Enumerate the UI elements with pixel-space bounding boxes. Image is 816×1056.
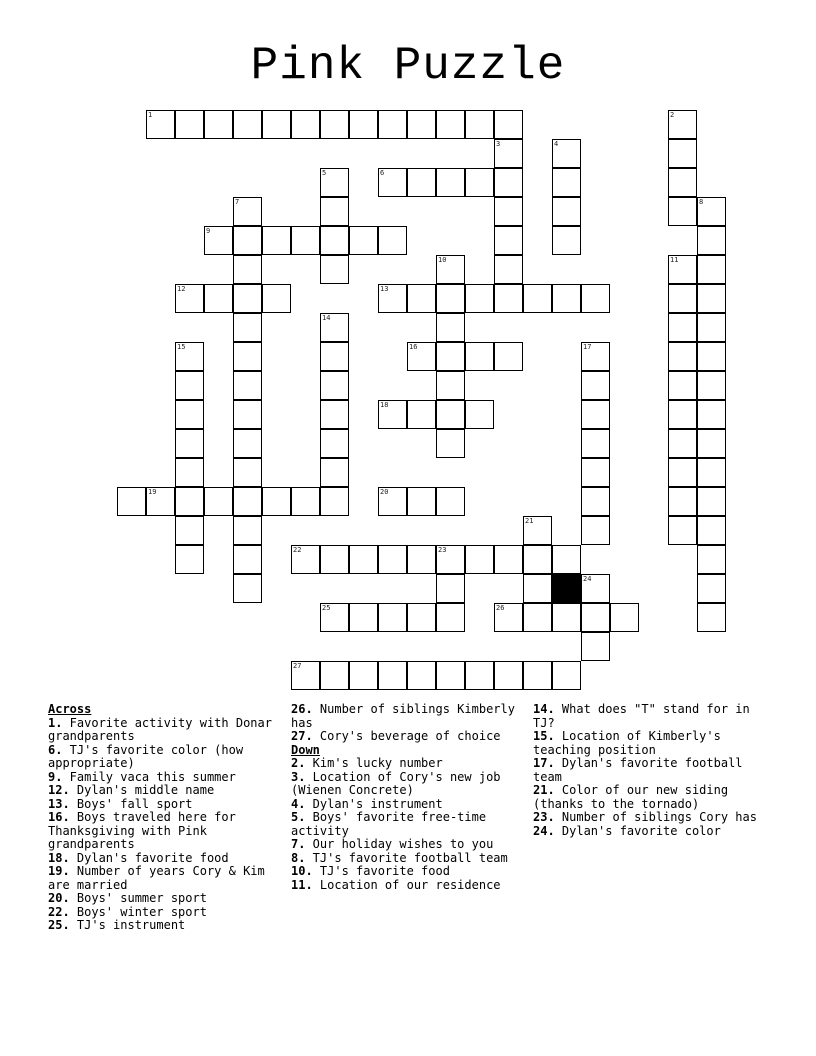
- grid-cell[interactable]: [494, 168, 523, 197]
- clue-number: 25: [322, 604, 331, 612]
- clue: [291, 771, 527, 798]
- clue-text: Boys traveled here for Thanksgiving with Pink grandparents: [48, 810, 236, 851]
- clue-number-label: 7.: [291, 837, 306, 851]
- grid-cell[interactable]: [320, 342, 349, 371]
- grid-cell[interactable]: [465, 110, 494, 139]
- grid-cell[interactable]: [697, 371, 726, 400]
- grid-cell[interactable]: [233, 429, 262, 458]
- grid-cell[interactable]: [349, 110, 378, 139]
- grid-cell[interactable]: [320, 487, 349, 516]
- grid-cell[interactable]: [175, 429, 204, 458]
- grid-cell[interactable]: [494, 139, 523, 168]
- grid-cell[interactable]: [697, 313, 726, 342]
- clue-number: 24: [583, 575, 592, 583]
- grid-cell[interactable]: [494, 226, 523, 255]
- clue-number-label: 17.: [533, 756, 555, 770]
- grid-cell[interactable]: [320, 110, 349, 139]
- grid-cell[interactable]: [552, 284, 581, 313]
- grid-cell[interactable]: [436, 545, 465, 574]
- grid-cell[interactable]: [697, 226, 726, 255]
- grid-cell[interactable]: [581, 371, 610, 400]
- clue-number-label: 16.: [48, 810, 70, 824]
- grid-cell[interactable]: [494, 661, 523, 690]
- grid-cell[interactable]: [175, 458, 204, 487]
- grid-cell[interactable]: [436, 255, 465, 284]
- clue-number-label: 12.: [48, 783, 70, 797]
- grid-cell[interactable]: [494, 197, 523, 226]
- clue-column-2: [291, 703, 527, 892]
- clue-number: 14: [322, 314, 331, 322]
- grid-cell[interactable]: [175, 342, 204, 371]
- grid-cell[interactable]: [610, 603, 639, 632]
- clue-number-label: 18.: [48, 850, 70, 865]
- grid-cell[interactable]: [436, 342, 465, 371]
- grid-cell[interactable]: [697, 545, 726, 574]
- grid-cell[interactable]: [407, 545, 436, 574]
- grid-cell[interactable]: [581, 574, 610, 603]
- grid-cell[interactable]: [320, 603, 349, 632]
- grid-cell[interactable]: [175, 545, 204, 574]
- grid-cell[interactable]: [378, 400, 407, 429]
- grid-cell[interactable]: [668, 168, 697, 197]
- grid-cell[interactable]: [697, 284, 726, 313]
- grid-cell[interactable]: [204, 284, 233, 313]
- black-square: [552, 574, 581, 603]
- clue: [48, 919, 284, 933]
- grid-cell[interactable]: [523, 661, 552, 690]
- clue-text: Location of Cory's new job (Wienen Concrete): [291, 769, 501, 797]
- grid-cell[interactable]: [146, 110, 175, 139]
- grid-cell[interactable]: [523, 516, 552, 545]
- clue-number: 12: [177, 285, 186, 293]
- grid-cell[interactable]: [233, 487, 262, 516]
- clue: [291, 811, 527, 838]
- grid-cell[interactable]: [668, 371, 697, 400]
- grid-cell[interactable]: [349, 226, 378, 255]
- grid-cell[interactable]: [581, 632, 610, 661]
- grid-cell[interactable]: [291, 545, 320, 574]
- grid-cell[interactable]: [668, 516, 697, 545]
- grid-cell[interactable]: [320, 226, 349, 255]
- grid-cell[interactable]: [320, 458, 349, 487]
- grid-cell[interactable]: [436, 574, 465, 603]
- grid-cell[interactable]: [320, 168, 349, 197]
- clue-text: Location of our residence: [312, 877, 501, 892]
- grid-cell[interactable]: [233, 313, 262, 342]
- grid-cell[interactable]: [175, 371, 204, 400]
- clue-number-label: 3.: [291, 769, 306, 784]
- clue-number-label: 27.: [291, 729, 313, 743]
- clue-number: 23: [438, 546, 447, 554]
- clue-text: TJ's favorite food: [312, 864, 450, 878]
- grid-cell[interactable]: [378, 226, 407, 255]
- grid-cell[interactable]: [494, 342, 523, 371]
- clue: [48, 892, 284, 906]
- grid-cell[interactable]: [668, 458, 697, 487]
- clue-number-label: 6.: [48, 742, 63, 757]
- grid-cell[interactable]: [233, 226, 262, 255]
- grid-cell[interactable]: [552, 545, 581, 574]
- clue-number: 19: [148, 488, 157, 496]
- grid-cell[interactable]: [581, 516, 610, 545]
- section-heading: Across: [48, 702, 92, 716]
- grid-cell[interactable]: [494, 603, 523, 632]
- grid-cell[interactable]: [233, 545, 262, 574]
- grid-cell[interactable]: [320, 661, 349, 690]
- clue-number: 9: [206, 227, 211, 235]
- clue-text: Dylan's favorite football team: [533, 756, 743, 784]
- grid-cell[interactable]: [552, 661, 581, 690]
- clue-number: 6: [380, 169, 385, 177]
- clue-number: 10: [438, 256, 447, 264]
- grid-cell[interactable]: [233, 342, 262, 371]
- clue-number-label: 5.: [291, 810, 306, 824]
- grid-cell[interactable]: [378, 284, 407, 313]
- grid-cell[interactable]: [320, 545, 349, 574]
- clue: [48, 906, 284, 920]
- grid-cell[interactable]: [668, 110, 697, 139]
- grid-cell[interactable]: [378, 168, 407, 197]
- clue: [48, 744, 284, 771]
- clue-number-label: 14.: [533, 702, 555, 716]
- clue-number: 18: [380, 401, 389, 409]
- clue-text: Number of years Cory & Kim are married: [48, 864, 265, 892]
- grid-cell[interactable]: [378, 661, 407, 690]
- grid-cell[interactable]: [233, 574, 262, 603]
- grid-cell[interactable]: [233, 255, 262, 284]
- grid-cell[interactable]: [262, 110, 291, 139]
- grid-cell[interactable]: [697, 458, 726, 487]
- grid-cell[interactable]: [407, 110, 436, 139]
- grid-cell[interactable]: [668, 342, 697, 371]
- clue: [291, 798, 527, 812]
- clue-number: 21: [525, 517, 534, 525]
- grid-cell[interactable]: [291, 487, 320, 516]
- clue-number: 3: [496, 140, 501, 148]
- clue: [291, 852, 527, 866]
- grid-cell[interactable]: [668, 429, 697, 458]
- grid-cell[interactable]: [552, 603, 581, 632]
- clue: [291, 757, 527, 771]
- grid-cell[interactable]: [581, 400, 610, 429]
- grid-cell[interactable]: [378, 603, 407, 632]
- grid-cell[interactable]: [262, 226, 291, 255]
- clue: [533, 703, 769, 730]
- clue-number-label: 22.: [48, 904, 70, 919]
- clue-text: TJ's favorite color (how appropriate): [48, 742, 244, 770]
- grid-cell[interactable]: [407, 284, 436, 313]
- clue-number-label: 4.: [291, 796, 306, 811]
- grid-cell[interactable]: [204, 226, 233, 255]
- grid-cell[interactable]: [494, 284, 523, 313]
- grid-cell[interactable]: [523, 545, 552, 574]
- grid-cell[interactable]: [204, 487, 233, 516]
- grid-cell[interactable]: [233, 110, 262, 139]
- grid-cell[interactable]: [436, 429, 465, 458]
- grid-cell[interactable]: [407, 168, 436, 197]
- grid-cell[interactable]: [320, 371, 349, 400]
- grid-cell[interactable]: [436, 110, 465, 139]
- clue: [48, 811, 284, 852]
- grid-cell[interactable]: [436, 603, 465, 632]
- clue-number: 13: [380, 285, 389, 293]
- clue-text: Favorite activity with Donar grandparents: [48, 715, 272, 743]
- grid-cell[interactable]: [697, 429, 726, 458]
- clue: [48, 784, 284, 798]
- grid-cell[interactable]: [436, 168, 465, 197]
- clue: [533, 825, 769, 839]
- clue-number: 8: [699, 198, 704, 206]
- grid-cell[interactable]: [465, 168, 494, 197]
- grid-cell[interactable]: [204, 110, 233, 139]
- clue-number: 22: [293, 546, 302, 554]
- grid-cell[interactable]: [494, 110, 523, 139]
- clue: [48, 852, 284, 866]
- clue-number: 7: [235, 198, 240, 206]
- grid-cell[interactable]: [581, 284, 610, 313]
- clue-number-label: 15.: [533, 729, 555, 743]
- grid-cell[interactable]: [436, 487, 465, 516]
- grid-cell[interactable]: [668, 255, 697, 284]
- grid-cell[interactable]: [697, 400, 726, 429]
- grid-cell[interactable]: [697, 487, 726, 516]
- clue-text: Dylan's instrument: [305, 796, 443, 811]
- clue-number-label: 20.: [48, 891, 70, 905]
- clue-number-label: 9.: [48, 769, 63, 784]
- grid-cell[interactable]: [407, 603, 436, 632]
- grid-cell[interactable]: [668, 487, 697, 516]
- clue-number-label: 2.: [291, 756, 306, 770]
- grid-cell[interactable]: [407, 661, 436, 690]
- grid-cell[interactable]: [697, 603, 726, 632]
- grid-cell[interactable]: [465, 284, 494, 313]
- grid-cell[interactable]: [697, 516, 726, 545]
- grid-cell[interactable]: [146, 487, 175, 516]
- grid-cell[interactable]: [697, 197, 726, 226]
- grid-cell[interactable]: [233, 197, 262, 226]
- grid-cell[interactable]: [233, 284, 262, 313]
- grid-cell[interactable]: [668, 197, 697, 226]
- grid-cell[interactable]: [320, 255, 349, 284]
- grid-cell[interactable]: [494, 255, 523, 284]
- grid-cell[interactable]: [117, 487, 146, 516]
- clue-column-1: [48, 703, 284, 933]
- grid-cell[interactable]: [552, 226, 581, 255]
- clue: [291, 865, 527, 879]
- grid-cell[interactable]: [436, 284, 465, 313]
- grid-cell[interactable]: [407, 342, 436, 371]
- grid-cell[interactable]: [552, 139, 581, 168]
- grid-cell[interactable]: [175, 400, 204, 429]
- clue-text: Dylan's favorite color: [554, 823, 721, 838]
- clue-text: Dylan's favorite food: [69, 850, 229, 865]
- grid-cell[interactable]: [291, 110, 320, 139]
- section-heading: Down: [291, 742, 320, 757]
- grid-cell[interactable]: [436, 400, 465, 429]
- clue: [48, 771, 284, 785]
- grid-cell[interactable]: [320, 197, 349, 226]
- clue-number: 27: [293, 662, 302, 670]
- grid-cell[interactable]: [349, 603, 378, 632]
- clue-text: What does "T" stand for in TJ?: [533, 702, 750, 730]
- clue-number: 1: [148, 111, 153, 119]
- clue: [291, 703, 527, 730]
- grid-cell[interactable]: [581, 342, 610, 371]
- grid-cell[interactable]: [233, 458, 262, 487]
- clue: [48, 798, 284, 812]
- clue-text: Family vaca this summer: [62, 769, 236, 784]
- clue-text: Boys' fall sport: [69, 796, 193, 811]
- grid-cell[interactable]: [465, 400, 494, 429]
- grid-cell[interactable]: [581, 603, 610, 632]
- clue-number-label: 10.: [291, 864, 313, 878]
- clue-text: Kim's lucky number: [305, 756, 443, 770]
- clue-number-label: 8.: [291, 850, 306, 865]
- clue-number-label: 11.: [291, 877, 313, 892]
- grid-cell[interactable]: [668, 284, 697, 313]
- grid-cell[interactable]: [262, 284, 291, 313]
- clue-number: 20: [380, 488, 389, 496]
- clue-number-label: 21.: [533, 783, 555, 797]
- clue: [291, 879, 527, 893]
- grid-cell[interactable]: [465, 661, 494, 690]
- grid-cell[interactable]: [668, 313, 697, 342]
- clue-number: 26: [496, 604, 505, 612]
- grid-cell[interactable]: [320, 400, 349, 429]
- grid-cell[interactable]: [697, 255, 726, 284]
- grid-cell[interactable]: [465, 545, 494, 574]
- grid-cell[interactable]: [407, 400, 436, 429]
- grid-cell[interactable]: [349, 661, 378, 690]
- grid-cell[interactable]: [320, 313, 349, 342]
- clue-number: 2: [670, 111, 675, 119]
- grid-cell[interactable]: [523, 603, 552, 632]
- grid-cell[interactable]: [668, 400, 697, 429]
- clue-text: Number of siblings Kimberly has: [291, 702, 515, 730]
- clue-text: TJ's instrument: [69, 918, 186, 932]
- clue: [48, 717, 284, 744]
- clue-number-label: 24.: [533, 823, 555, 838]
- grid-cell[interactable]: [291, 661, 320, 690]
- grid-cell[interactable]: [175, 516, 204, 545]
- clue-text: Number of siblings Cory has: [554, 810, 757, 824]
- clue-number: 15: [177, 343, 186, 351]
- clue: [533, 730, 769, 757]
- grid-cell[interactable]: [552, 197, 581, 226]
- clue-text: Boys' summer sport: [69, 891, 207, 905]
- clue-number-label: 19.: [48, 864, 70, 878]
- clue-text: Color of our new siding (thanks to the tornado): [533, 783, 729, 811]
- clue-text: TJ's favorite football team: [305, 850, 508, 865]
- grid-cell[interactable]: [233, 516, 262, 545]
- grid-cell[interactable]: [233, 371, 262, 400]
- grid-cell[interactable]: [697, 574, 726, 603]
- clue-number: 5: [322, 169, 327, 177]
- grid-cell[interactable]: [552, 168, 581, 197]
- clue-text: Our holiday wishes to you: [305, 837, 494, 851]
- grid-cell[interactable]: [378, 545, 407, 574]
- grid-cell[interactable]: [668, 139, 697, 168]
- clue-column-3: [533, 703, 769, 838]
- clue: [533, 784, 769, 811]
- clue-number-label: 23.: [533, 810, 555, 824]
- clue: [533, 757, 769, 784]
- grid-cell[interactable]: [378, 487, 407, 516]
- grid-cell[interactable]: [262, 487, 291, 516]
- clue-number: 11: [670, 256, 679, 264]
- clue: [48, 865, 284, 892]
- grid-cell[interactable]: [465, 342, 494, 371]
- grid-cell[interactable]: [436, 371, 465, 400]
- grid-cell[interactable]: [291, 226, 320, 255]
- clue: [533, 811, 769, 825]
- grid-cell[interactable]: [175, 110, 204, 139]
- grid-cell[interactable]: [175, 284, 204, 313]
- clue-number-label: 13.: [48, 796, 70, 811]
- grid-cell[interactable]: [175, 487, 204, 516]
- clue-number: 4: [554, 140, 559, 148]
- clue-number-label: 1.: [48, 715, 63, 730]
- grid-cell[interactable]: [436, 661, 465, 690]
- clue-number: 17: [583, 343, 592, 351]
- clue-text: Dylan's middle name: [69, 783, 215, 797]
- grid-cell[interactable]: [581, 429, 610, 458]
- clue-number-label: 26.: [291, 702, 313, 716]
- grid-cell[interactable]: [697, 342, 726, 371]
- clue-text: Location of Kimberly's teaching position: [533, 729, 721, 757]
- clue-text: Cory's beverage of choice: [312, 729, 501, 743]
- clue-text: Boys' winter sport: [69, 904, 207, 919]
- grid-cell[interactable]: [320, 429, 349, 458]
- grid-cell[interactable]: [523, 574, 552, 603]
- grid-cell[interactable]: [349, 545, 378, 574]
- grid-cell[interactable]: [581, 487, 610, 516]
- clue-number: 16: [409, 343, 418, 351]
- grid-cell[interactable]: [494, 545, 523, 574]
- grid-cell[interactable]: [581, 458, 610, 487]
- grid-cell[interactable]: [523, 284, 552, 313]
- grid-cell[interactable]: [378, 110, 407, 139]
- page-title: Pink Puzzle: [250, 40, 566, 92]
- clue: [291, 730, 527, 744]
- grid-cell[interactable]: [436, 313, 465, 342]
- grid-cell[interactable]: [407, 487, 436, 516]
- grid-cell[interactable]: [233, 400, 262, 429]
- clue-text: Boys' favorite free-time activity: [291, 810, 487, 838]
- clue: [291, 838, 527, 852]
- clue-number-label: 25.: [48, 918, 70, 932]
